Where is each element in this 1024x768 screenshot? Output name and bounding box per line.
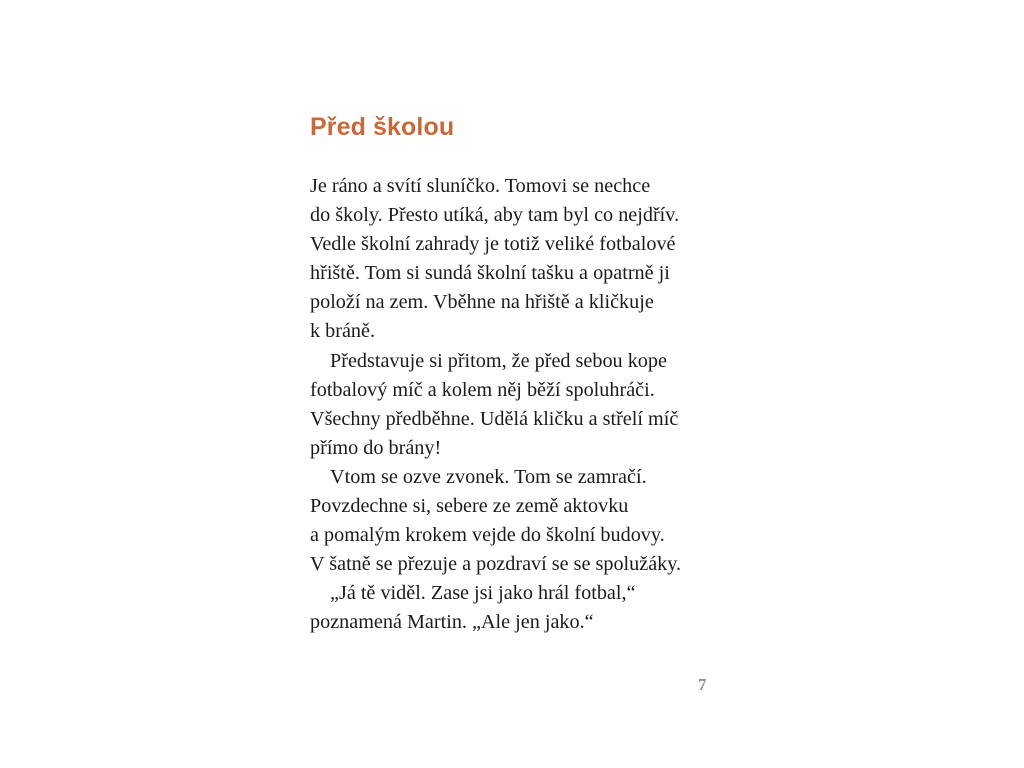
text-line: V šatně se přezuje a pozdraví se se spolužáky. bbox=[310, 553, 682, 576]
text-line: přímo do brány! bbox=[310, 436, 442, 459]
text-line: fotbalový míč a kolem něj běží spoluhráči. bbox=[310, 378, 655, 401]
chapter-title: Před školou bbox=[310, 113, 455, 141]
text-line: do školy. Přesto utíká, aby tam byl co nejdřív. bbox=[310, 204, 680, 227]
text-line: hřiště. Tom si sundá školní tašku a opatrně ji bbox=[310, 262, 670, 285]
text-line: položí na zem. Vběhne na hřiště a kličkuje bbox=[310, 291, 654, 314]
text-line: poznamená Martin. „Ale jen jako.“ bbox=[310, 611, 594, 634]
text-line: Je ráno a svítí sluníčko. Tomovi se nechce bbox=[310, 175, 651, 197]
paragraph-start-line: Vtom se ozve zvonek. Tom se zamračí. bbox=[330, 465, 647, 488]
page-number: 7 bbox=[698, 675, 707, 694]
text-line: Vedle školní zahrady je totiž veliké fotbalové bbox=[310, 233, 676, 256]
text-line: Povzdechne si, sebere ze země aktovku bbox=[310, 495, 629, 518]
text-line: k bráně. bbox=[310, 320, 376, 343]
paragraph-start-line: „Já tě viděl. Zase jsi jako hrál fotbal,“ bbox=[330, 582, 636, 605]
text-line: a pomalým krokem vejde do školní budovy. bbox=[310, 524, 665, 547]
text-line: Všechny předběhne. Udělá kličku a střelí míč bbox=[310, 407, 679, 430]
paragraph-start-line: Představuje si přitom, že před sebou kope bbox=[330, 349, 667, 372]
story-text bbox=[310, 172, 730, 638]
